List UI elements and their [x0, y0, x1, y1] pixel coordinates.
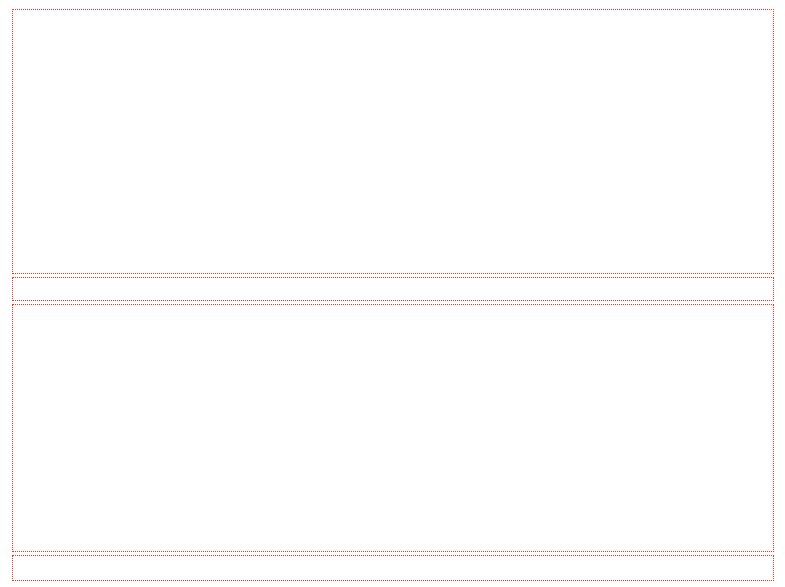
bottom-chart-caption: [12, 555, 774, 581]
bottom-chart-section: [12, 304, 774, 552]
top-chart-section: [12, 9, 774, 274]
top-chart-canvas: [13, 12, 774, 268]
top-chart-caption: [12, 277, 774, 301]
bottom-chart-canvas: [13, 317, 774, 541]
